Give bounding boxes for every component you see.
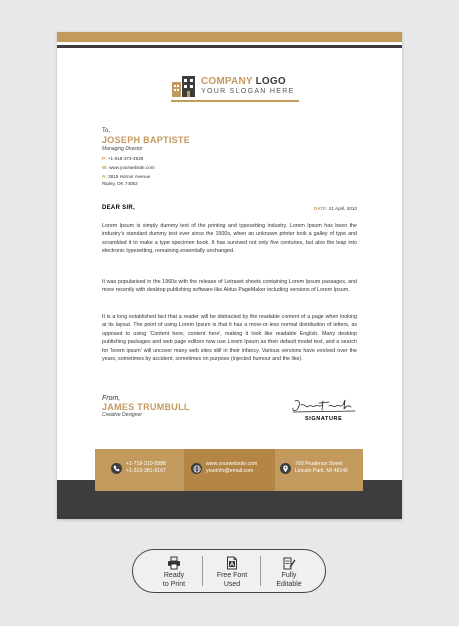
company-name [201, 76, 286, 87]
feature-2-line-1: Free Font [216, 572, 248, 579]
company-logo [171, 74, 299, 104]
feature-label-font [204, 572, 260, 589]
footer-address-2: Lincoln Park, MI 48146 [295, 468, 349, 475]
letter-date [314, 206, 357, 211]
company-name-prefix: COMPANY [201, 76, 253, 87]
date-value: 21 April, 2010 [328, 206, 357, 211]
footer-phone-2: +1-313-381-6167 [126, 468, 166, 475]
recipient-phone [102, 155, 143, 162]
website-value: www.yourwebsite.com [109, 165, 155, 170]
feature-ready-to-print [146, 550, 202, 592]
feature-3-line-1: Fully [281, 572, 297, 579]
footer-phone-text [126, 461, 166, 476]
recipient-role: Managing Director [102, 146, 143, 152]
recipient-name: JOSEPH BAPTISTE [102, 135, 191, 145]
body-paragraph-2: It was popularised in the 1960s with the release of Letraset sheets containing Lorem Ipsum passages, and more recently with desktop publishing software like Aldus PageMaker including versions of Lorem Ipsum. [102, 279, 357, 294]
address-label: A: [102, 174, 107, 179]
company-slogan: YOUR SLOGAN HERE [201, 88, 295, 95]
feature-fully-editable [261, 550, 317, 592]
company-name-suffix: LOGO [252, 76, 286, 87]
footer-address-section [275, 449, 363, 491]
location-pin-icon [280, 463, 291, 474]
phone-label: P: [102, 156, 107, 161]
footer-web-text [206, 461, 257, 476]
feature-1-line-1: Ready [163, 572, 185, 579]
address-line1: 3815 Hornor Avenue [108, 174, 151, 179]
edit-document-icon [282, 556, 296, 570]
feature-label-ready [146, 572, 202, 589]
phone-value: +1-918-372-4938 [107, 156, 144, 161]
feature-3-line-2: Editable [276, 580, 302, 588]
recipient-block [102, 128, 302, 152]
date-label: DATE: [313, 206, 328, 211]
footer-phone-section [95, 449, 184, 491]
salutation: DEAR SIR, [102, 205, 136, 211]
globe-icon [191, 463, 202, 474]
font-file-icon [225, 556, 239, 570]
from-label: From, [102, 395, 121, 402]
footer-contact-band [95, 449, 363, 491]
sender-block [102, 395, 252, 418]
footer-phone-1: +1-718-310-5588 [126, 461, 166, 467]
logo-underline [171, 100, 299, 102]
top-dark-band [57, 45, 402, 48]
footer-address-1: 769 Prudence Street [295, 461, 343, 467]
feature-badges [132, 549, 326, 593]
website-label: W: [102, 165, 108, 170]
footer-web-section [185, 449, 274, 491]
footer-address-text [295, 461, 348, 476]
to-label: To, [102, 128, 111, 134]
feature-separator-1 [202, 556, 203, 586]
handwritten-signature [289, 397, 359, 415]
footer-email: yourinfo@email.com [206, 468, 254, 475]
building-icon [171, 74, 197, 98]
printer-icon [167, 556, 181, 570]
body-paragraph-1: Lorem Ipsum is simply dummy text of the printing and typesetting industry. Lorem Ipsum has been the industry's standard dummy text ever since the 1500s, when an unknown printer took a galley of type and scrambled it to make a type specimen book. It has survived not only five centuries, but also the leap into electronic typesetting, remaining essentially unchanged. [102, 223, 357, 255]
signature-label: SIGNATURE [305, 416, 343, 422]
footer-website: www.yourwebsite.com [206, 461, 258, 467]
address-line2: Ripley, OK 74062 [102, 181, 138, 186]
feature-2-line-2: Used [223, 580, 241, 588]
sender-name: JAMES TRUMBULL [102, 402, 190, 412]
top-gold-band [57, 32, 402, 42]
feature-label-editable [261, 572, 317, 589]
recipient-website [102, 164, 155, 171]
feature-free-font [204, 550, 260, 592]
recipient-address [102, 173, 150, 187]
letterhead-page [57, 32, 402, 519]
phone-icon [111, 463, 122, 474]
body-paragraph-3: It is a long established fact that a reader will be distracted by the readable content of a page when looking at its layout. The point of using Lorem Ipsum is that it has a more-or-less normal distribution of letters, as opposed to using 'Content here, content here', making it look like readable English. Many desktop publishing packages and web page editors now use Lorem Ipsum as their default model text, and a search for 'lorem ipsum' will uncover many web sites still in their infancy. Various versions have evolved over the years, sometimes by accident, sometimes on purpose (injected humour and the like). [102, 314, 357, 363]
sender-role: Creative Designer [102, 412, 143, 418]
feature-1-line-2: to Print [162, 580, 186, 588]
